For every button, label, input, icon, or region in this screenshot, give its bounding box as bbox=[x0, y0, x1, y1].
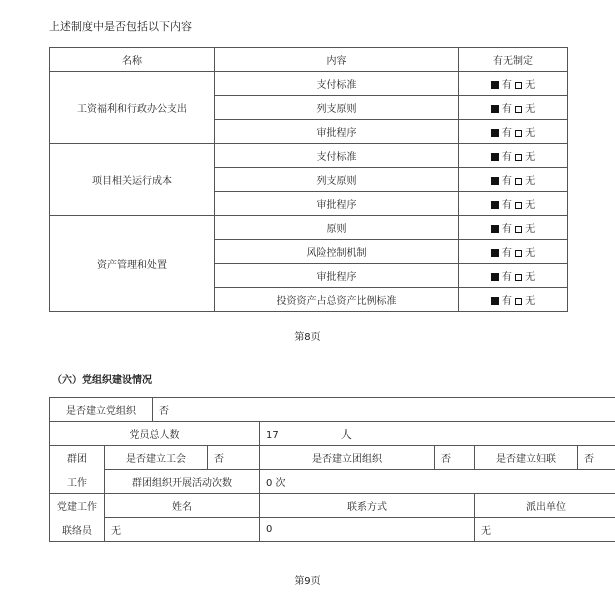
status-options: 有 无 bbox=[459, 288, 568, 312]
table-header-row bbox=[50, 48, 568, 72]
table-row bbox=[50, 470, 615, 494]
page-number-8: 第8页 bbox=[294, 332, 321, 343]
women-question: 是否建立妇联 bbox=[475, 446, 578, 470]
party-org-question: 是否建立党组织 bbox=[50, 398, 153, 422]
union-question: 是否建立工会 bbox=[105, 446, 208, 470]
table-row bbox=[50, 446, 615, 470]
table-row bbox=[50, 518, 615, 542]
system-content-table bbox=[49, 47, 568, 312]
item-label: 审批程序 bbox=[215, 120, 459, 144]
intro-text: 上述制度中是否包括以下内容 bbox=[49, 20, 192, 33]
section-title: （六）党组织建设情况 bbox=[52, 375, 152, 386]
checked-box-icon bbox=[491, 273, 499, 281]
table-row bbox=[50, 398, 615, 422]
item-label: 支付标准 bbox=[215, 144, 459, 168]
status-options: 有 无 bbox=[459, 216, 568, 240]
union-answer: 否 bbox=[208, 446, 260, 470]
status-options: 有 无 bbox=[459, 240, 568, 264]
liaison-label-bottom: 联络员 bbox=[50, 518, 105, 542]
unchecked-box-icon bbox=[515, 82, 522, 89]
item-label: 风险控制机制 bbox=[215, 240, 459, 264]
liaison-contact: 0 bbox=[260, 518, 475, 542]
liaison-name: 无 bbox=[105, 518, 260, 542]
page-number-9: 第9页 bbox=[294, 576, 321, 587]
checked-box-icon bbox=[491, 297, 499, 305]
col-header-contact: 联系方式 bbox=[260, 494, 475, 518]
unchecked-box-icon bbox=[515, 130, 522, 137]
item-label: 原则 bbox=[215, 216, 459, 240]
unchecked-box-icon bbox=[515, 154, 522, 161]
checked-box-icon bbox=[491, 81, 499, 89]
unchecked-box-icon bbox=[515, 274, 522, 281]
item-label: 支付标准 bbox=[215, 72, 459, 96]
group-name: 工资福利和行政办公支出 bbox=[50, 72, 215, 144]
activity-label: 群团组织开展活动次数 bbox=[105, 470, 260, 494]
unchecked-box-icon bbox=[515, 178, 522, 185]
item-label: 列支原则 bbox=[215, 96, 459, 120]
col-header-name: 名称 bbox=[50, 48, 215, 72]
item-label: 投资资产占总资产比例标准 bbox=[215, 288, 459, 312]
activity-value: 0 次 bbox=[260, 470, 615, 494]
col-header-content: 内容 bbox=[215, 48, 459, 72]
unchecked-box-icon bbox=[515, 226, 522, 233]
party-org-table bbox=[49, 397, 615, 542]
party-org-answer: 否 bbox=[153, 398, 615, 422]
unchecked-box-icon bbox=[515, 298, 522, 305]
table-row bbox=[50, 494, 615, 518]
checked-box-icon bbox=[491, 153, 499, 161]
item-label: 审批程序 bbox=[215, 264, 459, 288]
status-options: 有 无 bbox=[459, 144, 568, 168]
members-cell: 17 人 bbox=[260, 422, 615, 446]
status-options: 有 无 bbox=[459, 120, 568, 144]
checked-box-icon bbox=[491, 249, 499, 257]
unchecked-box-icon bbox=[515, 250, 522, 257]
unchecked-box-icon bbox=[515, 202, 522, 209]
table-row bbox=[50, 216, 568, 240]
item-label: 列支原则 bbox=[215, 168, 459, 192]
group-name: 资产管理和处置 bbox=[50, 216, 215, 312]
unchecked-box-icon bbox=[515, 106, 522, 113]
checked-box-icon bbox=[491, 105, 499, 113]
league-answer: 否 bbox=[435, 446, 475, 470]
col-header-name: 姓名 bbox=[105, 494, 260, 518]
table-row bbox=[50, 422, 615, 446]
table-row bbox=[50, 72, 568, 96]
col-header-unit: 派出单位 bbox=[475, 494, 615, 518]
status-options: 有 无 bbox=[459, 72, 568, 96]
checked-box-icon bbox=[491, 129, 499, 137]
item-label: 审批程序 bbox=[215, 192, 459, 216]
members-label: 党员总人数 bbox=[50, 422, 260, 446]
status-options: 有 无 bbox=[459, 264, 568, 288]
checked-box-icon bbox=[491, 225, 499, 233]
col-header-status: 有无制定 bbox=[459, 48, 568, 72]
group-work-label-top: 群团 bbox=[50, 446, 105, 470]
liaison-label-top: 党建工作 bbox=[50, 494, 105, 518]
table-row bbox=[50, 144, 568, 168]
league-question: 是否建立团组织 bbox=[260, 446, 435, 470]
checked-box-icon bbox=[491, 201, 499, 209]
status-options: 有 无 bbox=[459, 168, 568, 192]
liaison-unit: 无 bbox=[475, 518, 615, 542]
status-options: 有 无 bbox=[459, 192, 568, 216]
status-options: 有 无 bbox=[459, 96, 568, 120]
women-answer: 否 bbox=[578, 446, 615, 470]
group-work-label-bottom: 工作 bbox=[50, 470, 105, 494]
checked-box-icon bbox=[491, 177, 499, 185]
group-name: 项目相关运行成本 bbox=[50, 144, 215, 216]
